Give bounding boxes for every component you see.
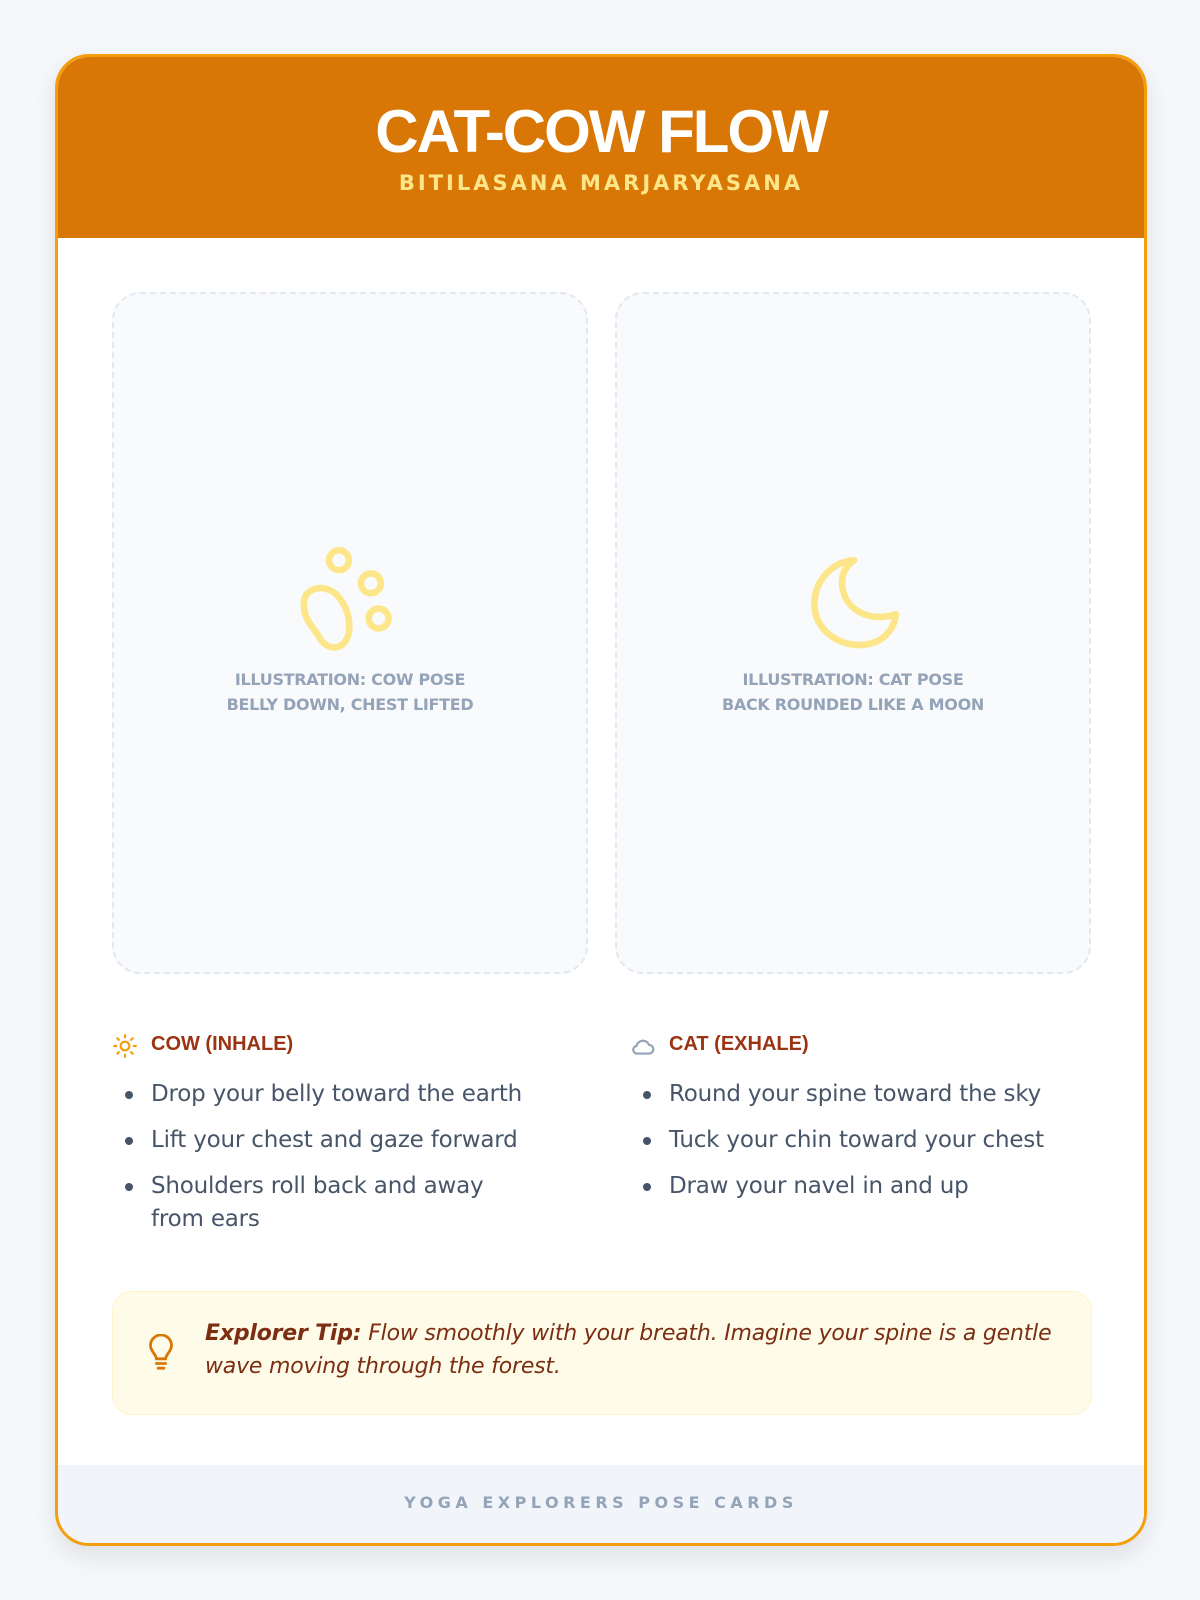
card-footer [58, 1465, 1144, 1543]
list-item: Tuck your chin toward your chest [630, 1124, 1070, 1157]
cow-instructions [112, 1078, 552, 1236]
cat-instructions [630, 1078, 1070, 1203]
list-item: Lift your chest and gaze forward [112, 1124, 532, 1157]
list-item: Drop your belly toward the earth [112, 1078, 532, 1111]
list-item: Round your spine toward the sky [630, 1078, 1070, 1111]
pose-title: CAT-COW FLOW [375, 98, 827, 165]
cloud-icon [630, 1033, 656, 1059]
sun-icon [112, 1033, 138, 1059]
card-header [58, 57, 1144, 238]
caption-line: BELLY DOWN, CHEST LIFTED [226, 695, 474, 714]
cat-heading: CAT (EXHALE) [669, 1033, 809, 1055]
tip-body: Flow smoothly with your breath. Imagine your spine is a gentle wave moving through the forest. [205, 1321, 1052, 1379]
pose-sanskrit-name: BITILASANA MARJARYASANA [398, 171, 804, 195]
lightbulb-icon [147, 1334, 175, 1372]
tip-label: Explorer Tip: [205, 1321, 362, 1346]
cow-heading: COW (INHALE) [151, 1033, 294, 1055]
moon-icon [798, 547, 908, 657]
paw-icon [295, 547, 405, 657]
cow-illustration-placeholder [112, 292, 588, 974]
cat-heading-row [630, 1027, 1070, 1061]
illustration-caption [114, 667, 586, 717]
list-item: Shoulders roll back and away from ears [112, 1170, 532, 1236]
pose-card [55, 54, 1147, 1546]
cat-section [630, 1027, 1070, 1216]
caption-line: ILLUSTRATION: CAT POSE [742, 670, 964, 689]
caption-line: BACK ROUNDED LIKE A MOON [722, 695, 984, 714]
cat-illustration-placeholder [615, 292, 1091, 974]
illustration-caption [617, 667, 1089, 717]
caption-line: ILLUSTRATION: COW POSE [234, 670, 466, 689]
cow-heading-row [112, 1027, 552, 1061]
footer-text: YOGA EXPLORERS POSE CARDS [404, 1493, 798, 1512]
cow-section [112, 1027, 552, 1249]
tip-text [205, 1317, 1055, 1383]
explorer-tip-box [112, 1291, 1092, 1415]
list-item: Draw your navel in and up [630, 1170, 1070, 1203]
